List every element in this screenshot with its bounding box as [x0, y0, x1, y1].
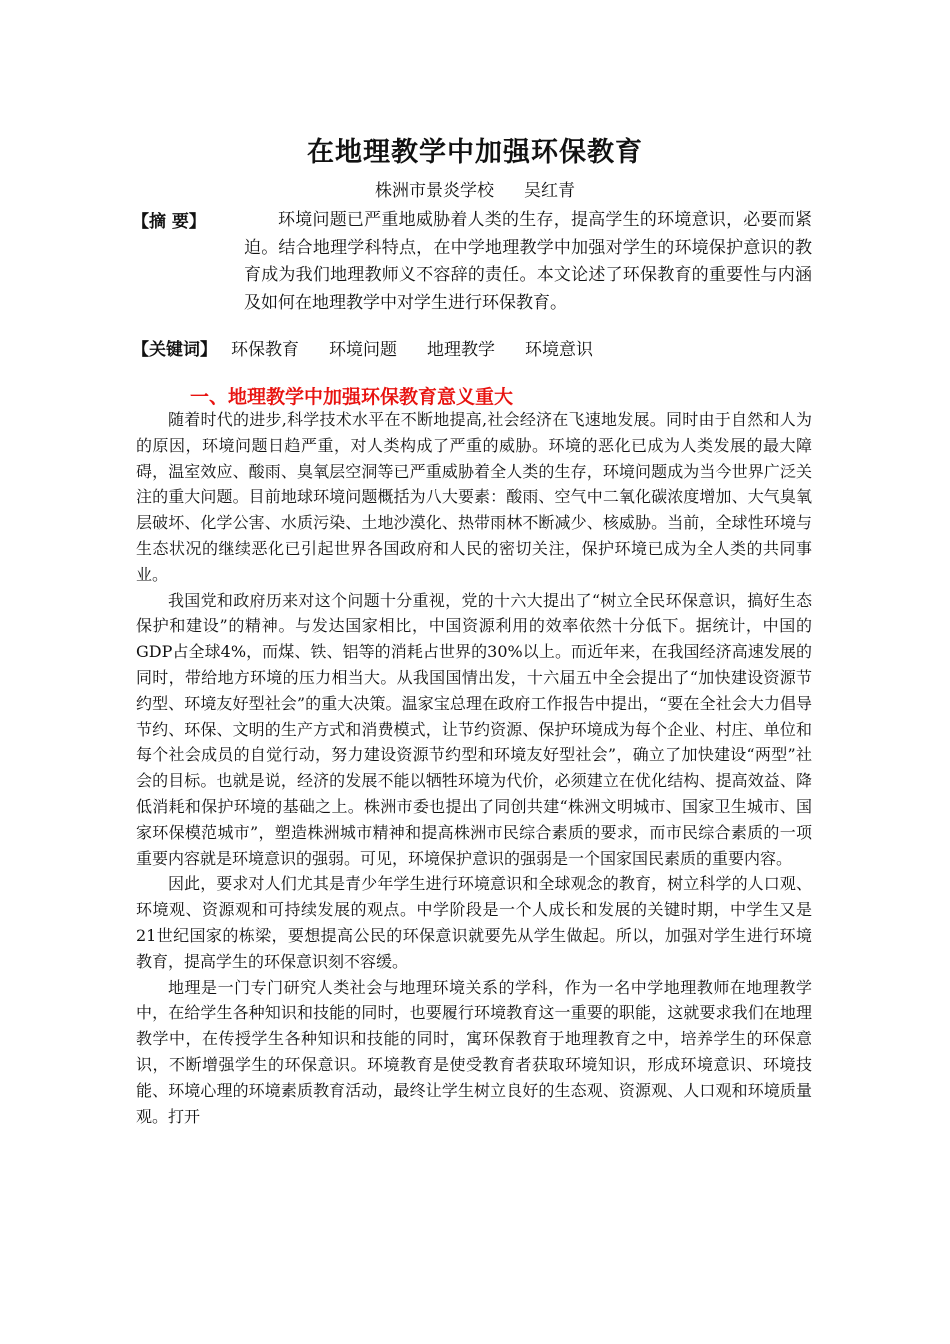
paragraph: 因此，要求对人们尤其是青少年学生进行环境意识和全球观念的教育，树立科学的人口观、环境观、资源观和可持续发展的观点。中学阶段是一个人成长和发展的关键时期，中学生又是21世纪国家的栋梁，要想提高公民的环保意识就要先从学生做起。所以，加强对学生进行环境教育，提高学生的环保意识刻不容缓。	[136, 874, 812, 971]
author-name: 吴红青	[524, 181, 575, 201]
paragraph: 我国党和政府历来对这个问题十分重视，党的十六大提出了“树立全民环保意识，搞好生态保护和建设”的精神。与发达国家相比，中国资源利用的效率依然十分低下。据统计，中国的GDP占全球4%，而煤、铁、铝等的消耗占世界的30%以上。而近年来，在我国经济高速发展的同时，带给地方环境的压力相当大。从我国国情出发，十六届五中全会提出了“加快建设资源节约型、环境友好型社会”的重大决策。温家宝总理在政府工作报告中提出，“要在全社会大力倡导节约、环保、文明的生产方式和消费模式，让节约资源、保护环境成为每个企业、村庄、单位和每个社会成员的自觉行动，努力建设资源节约型和环境友好型社会”，确立了加快建设“两型”社会的目标。也就是说，经济的发展不能以牺牲环境为代价，必须建立在优化结构、提高效益、降低消耗和保护环境的基础之上。株洲市委也提出了同创共建“株洲文明城市、国家卫生城市、国家环保模范城市”，塑造株洲城市精神和提高株洲市民综合素质的要求，而市民综合素质的一项重要内容就是环境意识的强弱。可见，环境保护意识的强弱是一个国家国民素质的重要内容。	[136, 590, 812, 868]
paragraph: 地理是一门专门研究人类社会与地理环境关系的学科，作为一名中学地理教师在地理教学中，在给学生各种知识和技能的同时，也要履行环境教育这一重要的职能，这就要求我们在地理教学中，在传授学生各种知识和技能的同时，寓环保教育于地理教育之中，培养学生的环保意识，不断增强学生的环保意识。环境教育是使受教育者获取环境知识，形成环境意识、环境技能、环境心理的环境素质教育活动，最终让学生树立良好的生态观、资源观、人口观和环境质量观。打开	[136, 977, 812, 1126]
paragraph: 随着时代的进步,科学技术水平在不断地提高,社会经济在飞速地发展。同时由于自然和人为的原因，环境问题日趋严重，对人类构成了严重的威胁。环境的恶化已成为人类发展的最大障碍，温室效应、酸雨、臭氧层空洞等已严重威胁着全人类的生存，环境问题成为当今世界广泛关注的重大问题。目前地球环境问题概括为八大要素：酸雨、空气中二氧化碳浓度增加、大气臭氧层破坏、化学公害、水质污染、土地沙漠化、热带雨林不断减少、核威胁。当前，全球性环境与生态状况的继续恶化已引起世界各国政府和人民的密切关注，保护环境已成为全人类的共同事业。	[136, 410, 812, 584]
keyword: 环保教育	[231, 340, 299, 360]
keywords-label: 【关键词】	[132, 340, 217, 360]
document-title: 在地理教学中加强环保教育	[307, 137, 643, 168]
abstract-label: 【摘 要】	[132, 212, 206, 232]
keyword: 环境问题	[329, 340, 397, 360]
keyword: 地理教学	[427, 340, 495, 360]
byline	[0, 176, 950, 201]
keyword: 环境意识	[525, 340, 593, 360]
body-text	[136, 407, 812, 1129]
section-heading: 一、地理教学中加强环保教育意义重大	[190, 386, 514, 408]
school-name: 株洲市景炎学校	[375, 181, 494, 201]
abstract-text: 环境问题已严重地威胁着人类的生存，提高学生的环境意识，必要而紧迫。结合地理学科特点，在中学地理教学中加强对学生的环境保护意识的教育成为我们地理教师义不容辞的责任。本文论述了环保教育的重要性与内涵及如何在地理教学中对学生进行环保教育。	[244, 210, 812, 313]
keywords-line	[132, 335, 593, 360]
